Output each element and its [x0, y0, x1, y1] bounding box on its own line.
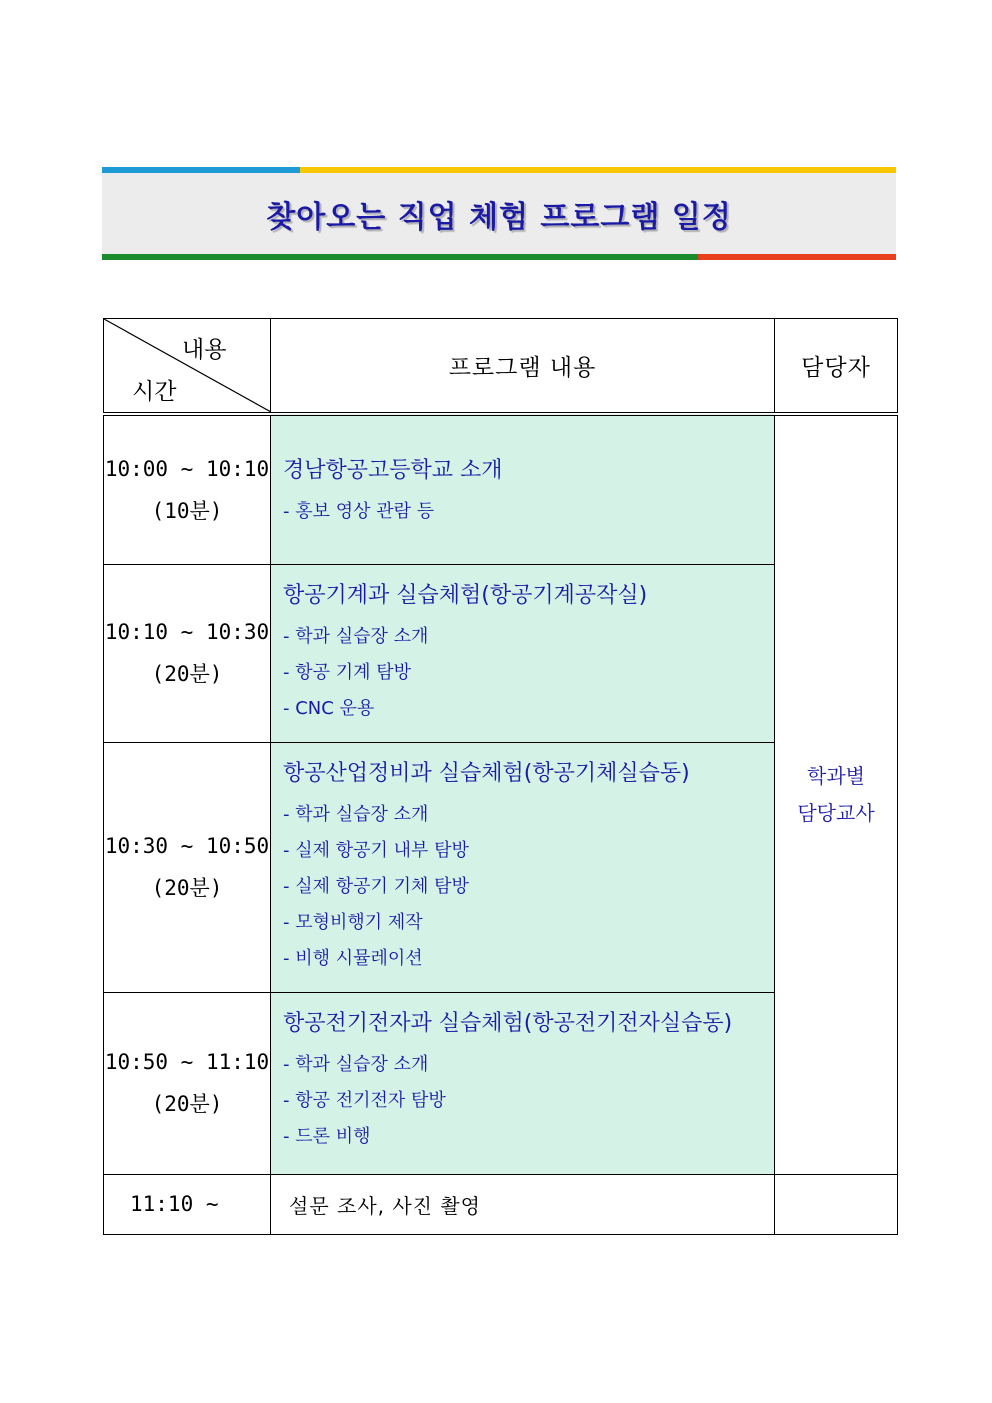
manager-cell — [775, 414, 898, 1174]
time-duration: (20분) — [151, 662, 223, 686]
program-item: - 드론 비행 — [283, 1125, 371, 1147]
program-item: - 학과 실습장 소개 — [283, 803, 429, 825]
time-range: 10:00 ~ 10:10 — [104, 456, 270, 481]
program-item: - 실제 항공기 내부 탐방 — [283, 839, 469, 861]
program-cell — [271, 414, 775, 564]
title-banner — [102, 167, 896, 260]
time-cell — [104, 414, 271, 564]
time-duration: (10분) — [151, 498, 223, 523]
table-header-row — [104, 319, 898, 415]
header-time-label: 시간 — [132, 379, 177, 405]
last-manager-cell — [775, 1174, 898, 1234]
header-program: 프로그램 내용 — [271, 319, 775, 415]
program-item: - 항공 전기전자 탐방 — [283, 1089, 446, 1111]
program-item: - 학과 실습장 소개 — [283, 625, 429, 647]
last-time-cell: 11:10 ~ — [104, 1174, 271, 1234]
table-row — [104, 414, 898, 564]
program-title: 항공기계과 실습체험(항공기계공작실) — [283, 582, 648, 608]
page-title: 찾아오는 직업 체험 프로그램 일정 — [266, 199, 732, 235]
program-cell — [271, 992, 775, 1174]
time-cell — [104, 742, 271, 992]
program-item: - CNC 운용 — [283, 697, 375, 719]
time-range: 10:50 ~ 11:10 — [104, 1050, 270, 1074]
manager-line1: 학과별 — [807, 763, 865, 788]
table-row — [104, 1174, 898, 1234]
time-duration: (20분) — [151, 876, 223, 900]
time-cell — [104, 992, 271, 1174]
diagonal-header-cell — [104, 319, 271, 415]
program-title: 항공산업정비과 실습체험(항공기체실습동) — [283, 760, 690, 786]
program-item: - 비행 시뮬레이션 — [283, 947, 423, 969]
time-duration: (20분) — [151, 1092, 223, 1116]
header-manager: 담당자 — [775, 319, 898, 415]
program-item: - 홍보 영상 관람 등 — [283, 501, 435, 522]
program-title: 항공전기전자과 실습체험(항공전기전자실습동) — [283, 1010, 733, 1036]
program-cell — [271, 742, 775, 992]
header-content-label: 내용 — [182, 337, 227, 363]
banner-bottom-bar — [102, 254, 896, 260]
program-item: - 모형비행기 제작 — [283, 911, 423, 933]
program-item: - 학과 실습장 소개 — [283, 1053, 429, 1075]
schedule-table — [103, 318, 898, 1235]
program-title: 경남항공고등학교 소개 — [283, 458, 503, 483]
time-cell — [104, 564, 271, 742]
time-range: 10:30 ~ 10:50 — [104, 834, 270, 858]
manager-line2: 담당교사 — [797, 800, 875, 825]
last-content-cell: 설문 조사, 사진 촬영 — [271, 1174, 775, 1234]
time-range: 10:10 ~ 10:30 — [104, 620, 270, 644]
program-item: - 항공 기계 탐방 — [283, 661, 411, 683]
program-cell — [271, 564, 775, 742]
program-item: - 실제 항공기 기체 탐방 — [283, 875, 469, 897]
